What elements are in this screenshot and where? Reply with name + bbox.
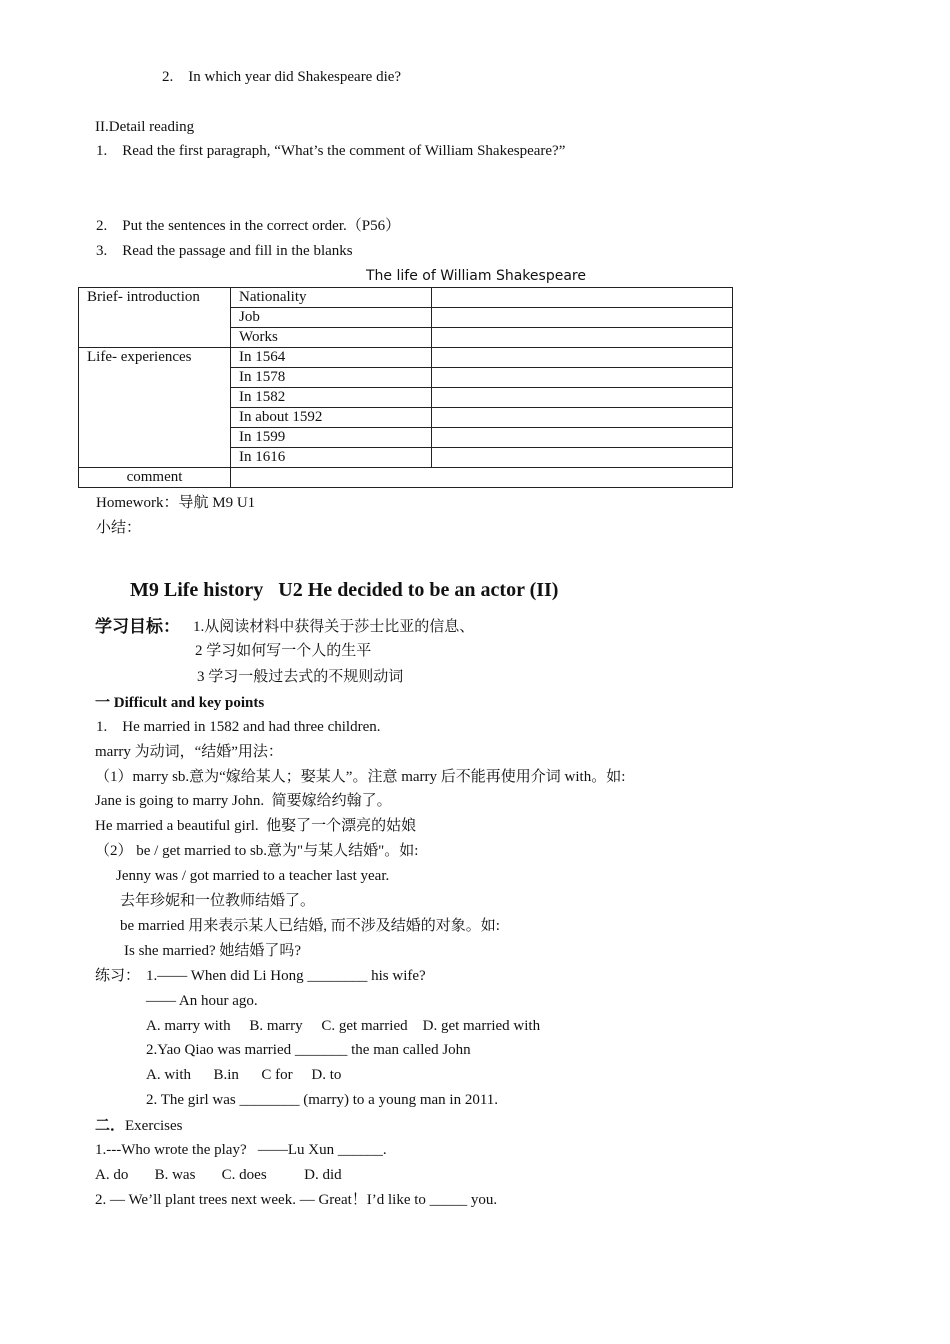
homework: Homework：导航 M9 U1 (96, 495, 256, 511)
exercise-q1: 1.---Who wrote the play? ——Lu Xun ______. (95, 1142, 387, 1158)
key-points-heading-cn: 一 (95, 693, 111, 711)
objective-item-3: 3 学习一般过去式的不规则动词 (197, 669, 404, 685)
answer-cell[interactable] (432, 348, 733, 368)
exercise-q2: 2. — We’ll plant trees next week. — Great！I’d like to _____ you. (95, 1192, 498, 1208)
row-label-1616: In 1616 (231, 448, 432, 468)
answer-cell[interactable] (432, 448, 733, 468)
exercise-q1-options: A. do B. was C. does D. did (95, 1167, 342, 1183)
key-line-3: （1）marry sb.意为“嫁给某人；娶某人”。注意 marry 后不能再使用介词 with。如: (95, 769, 626, 785)
practice-q2: 2.Yao Qiao was married _______ the man called John (146, 1042, 471, 1058)
page-title: M9 Life history U2 He decided to be an actor (II) (130, 579, 559, 601)
detail-item-1: 1. Read the first paragraph, “What’s the comment of William Shakespeare?” (96, 143, 566, 159)
key-line-2: marry 为动词，“结婚”用法： (95, 744, 283, 760)
practice-q3: 2. The girl was ________ (marry) to a young man in 2011. (146, 1092, 499, 1108)
answer-cell[interactable] (432, 388, 733, 408)
objective-item-1: 1.从阅读材料中获得关于莎士比亚的信息、 (193, 619, 475, 635)
exercises-heading-en: Exercises (125, 1118, 183, 1134)
brief-introduction-label: Brief- introduction (79, 288, 231, 348)
practice-label: 练习： (95, 968, 141, 984)
table-caption: The life of William Shakespeare (366, 268, 586, 284)
key-line-5: He married a beautiful girl. 他娶了一个漂亮的姑娘 (95, 818, 417, 834)
practice-q1-options: A. marry with B. marry C. get married D. get married with (146, 1018, 541, 1034)
answer-cell[interactable] (432, 408, 733, 428)
key-line-8: 去年珍妮和一位教师结婚了。 (120, 893, 316, 909)
summary-label: 小结： (96, 520, 142, 536)
row-label-works: Works (231, 328, 432, 348)
row-label-1599: In 1599 (231, 428, 432, 448)
row-label-1582: In 1582 (231, 388, 432, 408)
key-line-9: be married 用来表示某人已结婚, 而不涉及结婚的对象。如: (120, 918, 500, 934)
comment-answer-cell[interactable] (231, 468, 733, 488)
comment-label: comment (79, 468, 231, 488)
practice-q1: 1.—— When did Li Hong ________ his wife? (146, 968, 426, 984)
life-table (78, 287, 733, 488)
exercises-heading (95, 1115, 183, 1136)
key-points-heading-en: Difficult and key points (110, 695, 265, 711)
row-label-nationality: Nationality (231, 288, 432, 308)
detail-item-3: 3. Read the passage and fill in the blanks (96, 243, 353, 259)
row-label-1564: In 1564 (231, 348, 432, 368)
key-points-heading (95, 692, 264, 713)
key-line-7: Jenny was / got married to a teacher last year. (116, 868, 390, 884)
answer-cell[interactable] (432, 428, 733, 448)
row-label-about-1592: In about 1592 (231, 408, 432, 428)
question-2: 2. In which year did Shakespeare die? (162, 69, 402, 85)
key-line-6: （2） be / get married to sb.意为"与某人结婚"。如: (95, 843, 419, 859)
key-line-1: 1. He married in 1582 and had three children. (96, 719, 381, 735)
answer-cell[interactable] (432, 328, 733, 348)
section-detail-reading-title: II.Detail reading (95, 119, 195, 135)
detail-item-2: 2. Put the sentences in the correct order.（P56） (96, 218, 401, 234)
row-label-job: Job (231, 308, 432, 328)
objective-item-2: 2 学习如何写一个人的生平 (195, 643, 372, 659)
key-line-10: Is she married? 她结婚了吗? (124, 943, 302, 959)
answer-cell[interactable] (432, 288, 733, 308)
life-experiences-label: Life- experiences (79, 348, 231, 468)
objectives-label: 学习目标： (95, 617, 180, 637)
answer-cell[interactable] (432, 308, 733, 328)
practice-q1-reply: —— An hour ago. (146, 993, 258, 1009)
row-label-1578: In 1578 (231, 368, 432, 388)
answer-cell[interactable] (432, 368, 733, 388)
exercises-heading-cn: 二． (95, 1116, 126, 1134)
key-line-4: Jane is going to marry John. 简要嫁给约翰了。 (95, 793, 392, 809)
practice-q2-options: A. with B.in C for D. to (146, 1067, 342, 1083)
